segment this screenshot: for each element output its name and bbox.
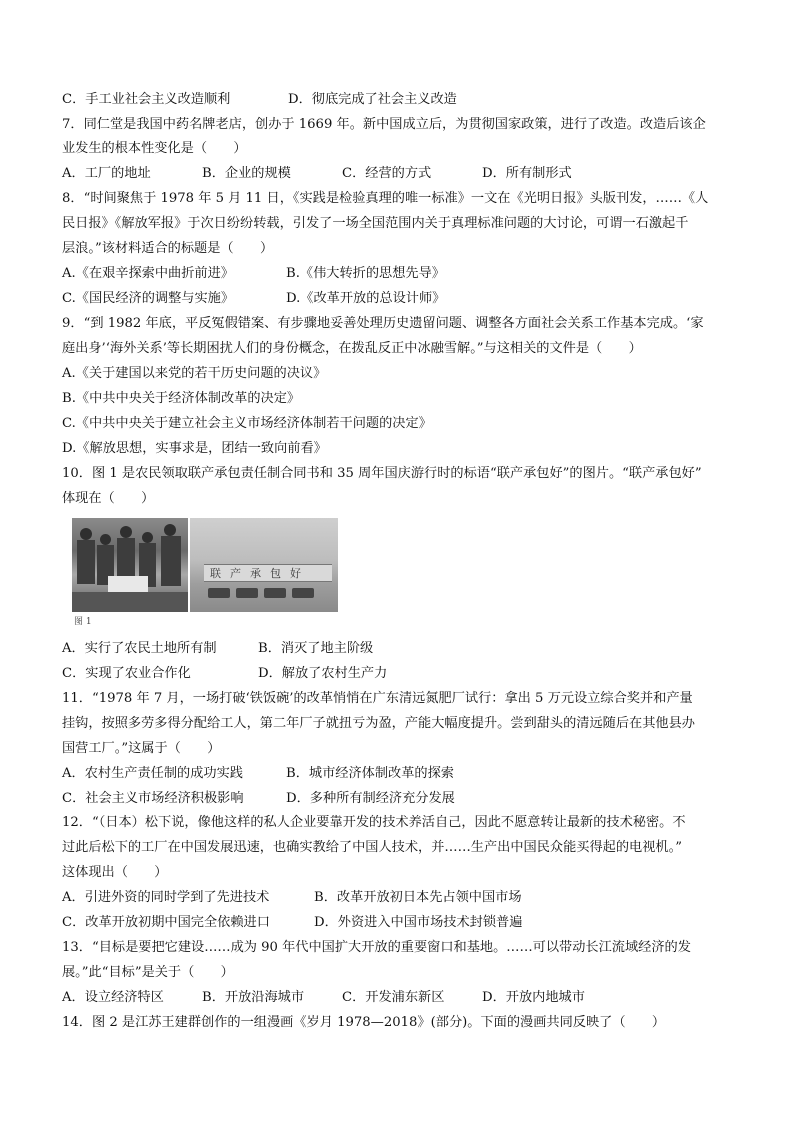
- q11-stem-line1: 11．“1978 年 7 月，一场打破‘铁饭碗’的改革悄悄在广东清远氮肥厂试行：拿出 5 万元设立综合奖并和产量: [62, 691, 693, 706]
- figure-1-caption: 图 1: [74, 617, 92, 627]
- q11-option-c: C．社会主义市场经济积极影响: [62, 791, 244, 806]
- q13-stem-line1: 13．“目标是要把它建设……成为 90 年代中国扩大开放的重要窗口和基地。……可以带动长江流域经济的发: [62, 940, 691, 955]
- q10-option-c: C．实现了农业合作化: [62, 666, 191, 681]
- q6-option-c: C．手工业社会主义改造顺利: [62, 92, 231, 107]
- q9-stem-line2: 庭出身’‘海外关系’等长期困扰人们的身份概念，在拨乱反正中冰融雪解。”与这相关的文件是（ ）: [62, 341, 642, 356]
- q10-option-b: B．消灭了地主阶级: [258, 641, 374, 656]
- q8-option-b: B.《伟大转折的思想先导》: [286, 266, 445, 281]
- q11-option-b: B．城市经济体制改革的探索: [286, 766, 454, 781]
- q12-stem-line2: 过此后松下的工厂在中国发展迅速，也确实教给了中国人技术，并……生产出中国民众能买得起的电视机。”: [62, 840, 682, 855]
- q12-option-a: A．引进外资的同时学到了先进技术: [62, 890, 270, 905]
- q12-stem-line1: 12．“（日本）松下说，像他这样的私人企业要靠开发的技术养活自己，因此不愿意转让最新的技术秘密。不: [62, 815, 686, 830]
- q11-option-a: A．农村生产责任制的成功实践: [62, 766, 243, 781]
- q13-option-c: C．开发浦东新区: [342, 990, 445, 1005]
- q13-option-d: D．开放内地城市: [482, 990, 585, 1005]
- q8-stem-line3: 层浪。”该材料适合的标题是（ ）: [62, 241, 274, 256]
- q11-option-d: D．多种所有制经济充分发展: [286, 791, 455, 806]
- parade-banner-photo: [190, 518, 338, 612]
- q11-stem-line2: 挂钩，按照多劳多得分配给工人，第二年厂子就扭亏为盈，产能大幅度提升。尝到甜头的清远随后在其他县办: [62, 716, 695, 731]
- q9-stem-line1: 9．“到 1982 年底，平反冤假错案、有步骤地妥善处理历史遗留问题、调整各方面社会关系工作基本完成。‘家: [62, 316, 704, 331]
- q13-stem-line2: 展。”此“目标”是关于（ ）: [62, 965, 234, 980]
- figure-1-photos: [72, 518, 338, 612]
- q9-option-a: A.《关于建国以来党的若干历史问题的决议》: [62, 366, 327, 381]
- q12-option-c: C．改革开放初期中国完全依赖进口: [62, 915, 270, 930]
- q13-option-a: A．设立经济特区: [62, 990, 164, 1005]
- farmers-contract-photo: [72, 518, 188, 612]
- q8-option-d: D.《改革开放的总设计师》: [286, 291, 446, 306]
- q11-stem-line3: 国营工厂。”这属于（ ）: [62, 741, 221, 756]
- q9-option-d: D.《解放思想，实事求是，团结一致向前看》: [62, 441, 327, 456]
- q8-option-c: C.《国民经济的调整与实施》: [62, 291, 235, 306]
- q14-stem-line1: 14．图 2 是江苏王建群创作的一组漫画《岁月 1978—2018》(部分)。下面的漫画共同反映了（ ）: [62, 1015, 666, 1030]
- q10-option-d: D．解放了农村生产力: [258, 666, 388, 681]
- q7-stem-line2: 业发生的根本性变化是（ ）: [62, 141, 247, 156]
- q9-option-c: C.《中共中央关于建立社会主义市场经济体制若干问题的决定》: [62, 416, 432, 431]
- q7-option-a: A．工厂的地址: [62, 166, 151, 181]
- q7-option-d: D．所有制形式: [482, 166, 572, 181]
- q9-option-b: B.《中共中央关于经济体制改革的决定》: [62, 391, 301, 406]
- parade-banner-text: 联产承包好: [204, 564, 332, 582]
- q10-stem-line2: 体现在（ ）: [62, 491, 155, 506]
- q12-stem-line3: 这体现出（ ）: [62, 865, 168, 880]
- q12-option-d: D．外资进入中国市场技术封锁普遍: [314, 915, 523, 930]
- q10-option-a: A．实行了农民土地所有制: [62, 641, 217, 656]
- q13-option-b: B．开放沿海城市: [202, 990, 305, 1005]
- q6-option-d: D．彻底完成了社会主义改造: [288, 92, 457, 107]
- q7-stem-line1: 7．同仁堂是我国中药名牌老店，创办于 1669 年。新中国成立后，为贯彻国家政策，进行了改造。改造后该企: [62, 117, 706, 132]
- q7-option-c: C．经营的方式: [342, 166, 432, 181]
- q12-option-b: B．改革开放初日本先占领中国市场: [314, 890, 522, 905]
- q8-stem-line2: 民日报》《解放军报》于次日纷纷转载，引发了一场全国范围内关于真理标准问题的大讨论，可谓一石激起千: [62, 216, 689, 231]
- q8-option-a: A.《在艰辛探索中曲折前进》: [62, 266, 234, 281]
- q10-stem-line1: 10．图 1 是农民领取联产承包责任制合同书和 35 周年国庆游行时的标语“联产承包好”的图片。“联产承包好”: [62, 466, 702, 481]
- q8-stem-line1: 8．“时间聚焦于 1978 年 5 月 11 日，《实践是检验真理的唯一标准》一文在《光明日报》头版刊发，……《人: [62, 191, 709, 206]
- q7-option-b: B．企业的规模: [202, 166, 291, 181]
